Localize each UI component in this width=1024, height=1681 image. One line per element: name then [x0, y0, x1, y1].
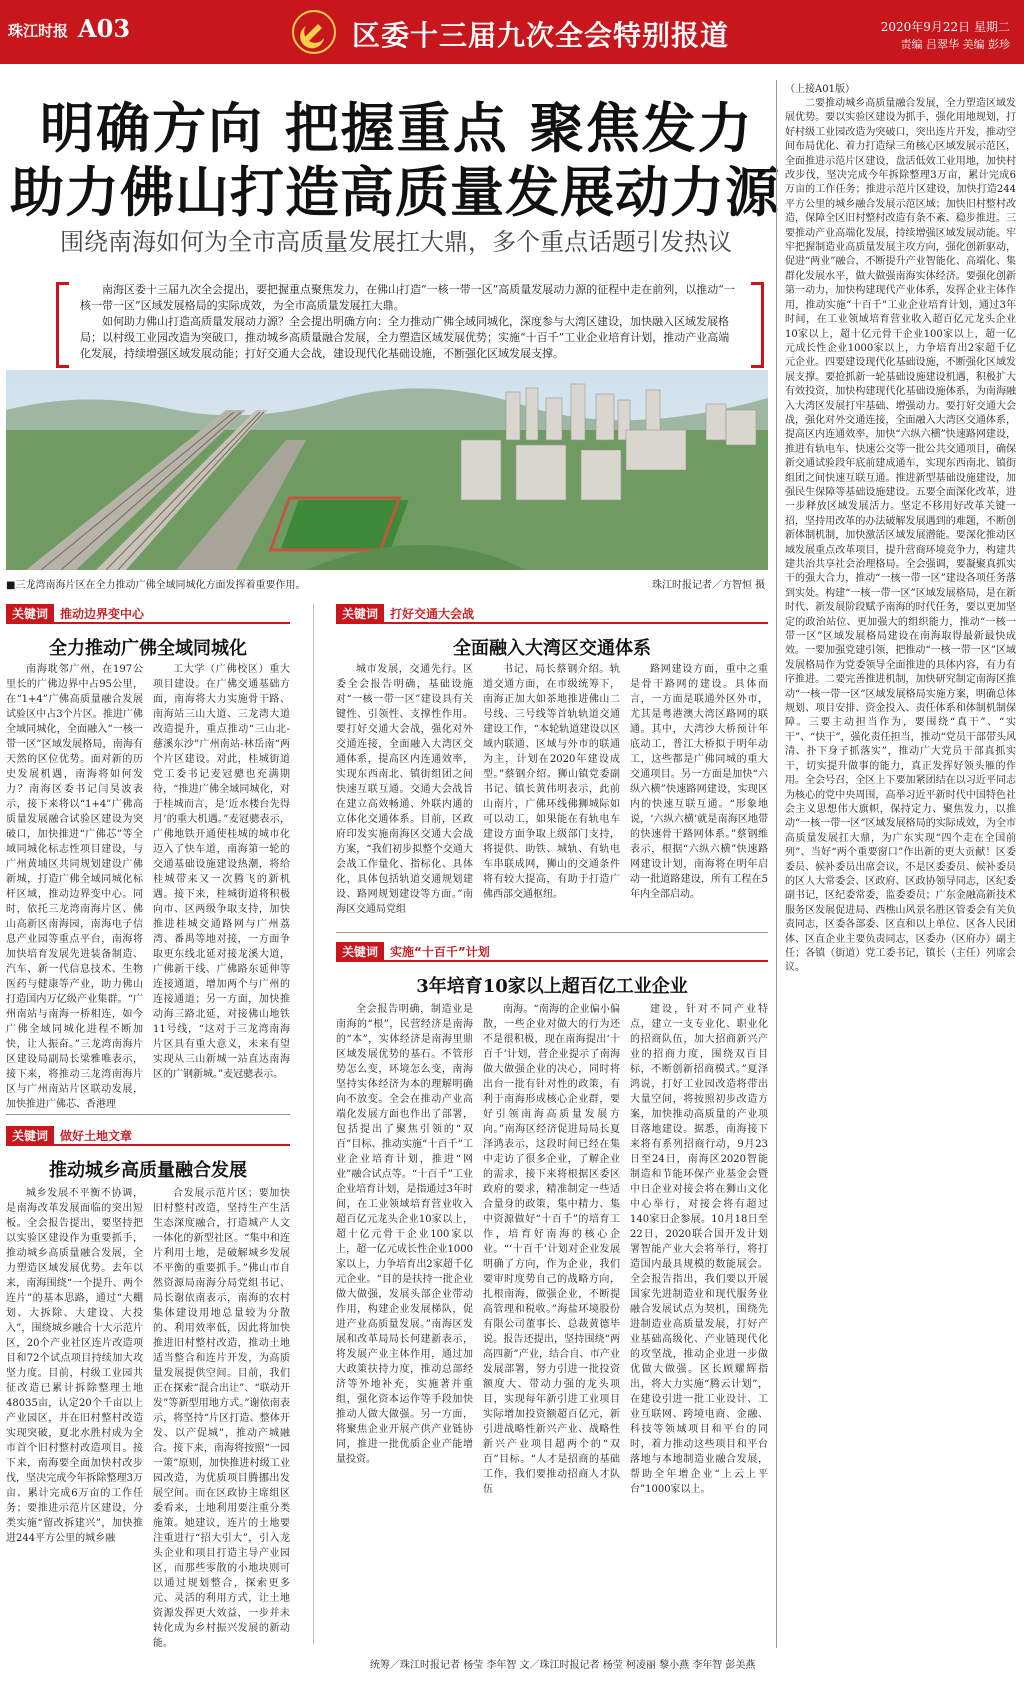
- article-body: [6, 1186, 290, 1649]
- continued-column: [776, 80, 1016, 1648]
- article-column: [336, 662, 473, 924]
- article-column: [336, 1002, 473, 1644]
- article-column: [6, 662, 143, 1110]
- article-column: [483, 662, 620, 924]
- section-title: 区委十三届九次全会特别报道: [352, 19, 730, 52]
- article-text: 全会报告明确，制造业是南海的“根”，民营经济是南海的“本”，实体经济是南海里鼎区域发展优势的基石。不管形势怎么变，环境怎么变，南海坚持实体经济为本的理解明确向不放变。全会在推动产业高端化发展方面也作出了部署，包括提出了聚焦引领的“双百”目标、推动实施“十百千”工业企业培育计划，推进“网业”融合试点等。“十百千”工业企业培育计划，是指通过3年时间，在工业领域培育营业收入超百亿元龙头企业10家以上，超十亿元骨干企业100家以上，超一亿元成长性企业1000家以上，力争培育出2家超千亿元企业。“目的是扶持一批企业做大做强，发展头部企业带动作用，构建企业发展梯队，促进产业高质量发展。”南海区发展和改革局局长何建新表示，将发展产业主体作用，通过加大政策扶持力度，推动总部经济等外地补充，实施著并重组，强化资本运作等手段加快推动人做大做强。另一方面，将聚焦企业开展产供产业链协同，推进一批优质企业产能增量投资。: [336, 1004, 473, 1465]
- article-title: 全力推动广佛全域同城化: [49, 638, 247, 659]
- continued-from-label: （上接A01版）: [785, 84, 855, 95]
- article-text: 工大学（广佛校区）重大项目建设。在广佛交通基础方面，南海将大力实施骨干路、南海站三山大道、三龙湾大道改造提升，重点推动“三山北-慈溪东沙”广州南站-林岳南“两个片区建设。对此，桂城街道党工委书记麦冠骢也充满期待，“推进广佛全域同城化，对于桂城而言，是‘近水楼台先得月’的重大机遇。”麦冠骢表示，广佛地铁开通使桂城的城市化迈入了快车道，南海第一轮的交通基础设施建设热潮，将给桂城带来又一次腾飞的新机遇。接下来，桂城街道将积极向市、区两级争取支持，加快推进桂城交通路网与广州荔湾、番禺等地对接，一方面争取更东线北延对接龙溪大道，广佛新干线、广佛路东延伸等连接通道，增加两个与广州的连接通道；另一方面，加快推动海三路北延，对接佛山地铁11号线，“这对于三龙湾南海片区具有重大意义，未来有望实现从三山新城一站直达南海区的广钢新城。”麦冠骢表示。: [153, 664, 290, 1080]
- paper-name: 珠江时报: [8, 22, 69, 40]
- article-body: [336, 662, 768, 924]
- bracket-left: [56, 282, 69, 368]
- article-title: 3年培育10家以上超百亿工业企业: [416, 976, 688, 997]
- article-text: 南海。“南海的企业偏小偏散，一些企业对做大的行为还不是很积极，现在南海提出‘十百千’计划，营企业提示了南海做大做强企业的决心，同时将出台一批有针对性的政策，有利于南海形成核心企业群，要好引领南海高质量发展方向。”南海区经济促进局局长夏泽鸿表示，这段时间已经在集中走访了很多企业，了解企业的需求，接下来将根据区委区政府的要求，精准制定一些适合量身的政策，集中精力、集中资源做好“十百千”的培育工作，培育好南海的核心企业。“‘十百千’计划对企业发展明确了方向，作为企业，我们要审时度势自己的战略方向，扎根南海，做强企业，不断提高管理和税收。”海盐环境股份有限公司董事长、总裁黄德毕说。报告还提出，坚持围绕“两高四新”产业，结合自、市产业发展部署，努力引进一批投资额度大、带动力强的龙头项目，实现每年新引进工业项目实际增加投资额超百亿元，新引进战略性新兴产业、战略性新兴产业项目超两个的“双百”目标。“人才是招商的基础工作，我们要推动招商人才队伍: [483, 1004, 620, 1495]
- keyword-tag: 关键词: [336, 604, 384, 623]
- continued-text: [785, 97, 1016, 1637]
- keyword-tag: 关键词: [6, 1126, 54, 1145]
- keyword-bar: [336, 942, 768, 962]
- article-column: [630, 662, 768, 924]
- lead-p2: 如何助力佛山打造高质量发展动力源？全会提出明确方向：全力推动广佛全域同城化，深度参与大湾区建设，加快融入区域发展格局；以村级工业园改造为突破口，推动城乡高质量融合发展，全力塑造区域发展优势；实施“十百千”工业企业培育计划，推动产业高端化发展，持续增强区域发展动能；打好交通大会战，建设现代化基础设施，不断强化区域发展支撑。: [80, 315, 730, 360]
- article-column: [153, 1186, 290, 1649]
- subheadline: 围绕南海如何为全市高质量发展扛大鼎，多个重点话题引发热议: [60, 228, 732, 256]
- article-text: 路网建设方面，重中之重是骨干路网的建设。具体而言，一方面是联通外区外市，尤其是粤港澳大湾区路网的联通。其中，大湾沙大桥预计年底动工，普江大桥拟于明年动工，这些都是广佛同城的重大交通项目。另一方面是加快“六纵六横”快速路网建设，实现区内的快速互联互通。“形象地说，‘六纵六横’就是南海区地带的快速骨干路网体系。”蔡钢维表示，根据“六纵六横”快速路网建设计划，南海将在明年启动一批道路建设，所有工程在5年内全部启动。: [630, 664, 768, 900]
- keyword-bar: [336, 604, 768, 624]
- article-title: 推动城乡高质量融合发展: [49, 1160, 247, 1181]
- section-divider: [336, 932, 768, 933]
- column-divider: [313, 604, 314, 1644]
- article-column: [6, 1186, 143, 1646]
- editor-credits: 责编 吕翠华 美编 彭珍: [900, 38, 1010, 51]
- page-number: A03: [78, 14, 131, 43]
- aerial-city-illustration: [6, 370, 768, 570]
- photo-credit: 珠江时报记者／方智恒 摄: [652, 580, 766, 591]
- article-text: 南海耽邻广州，在197公里长的广佛边界中占95公里，在“1+4”广佛高质量融合发展试验区中占3个片区。推进广佛全域同城化，全面融入“一核一带一区”区域发展格局，南海有天然的区位优势。面对新的历史发展机遇，南海将如何发力？南海区委书记闫昊波表示，接下来将以“1+4”广佛高质量发展融合试验区建设为突破口，加快推进“广佛芯”等全域同城化标志性项目建设，与广州黄埔区共同规划建设广佛新城，打造广佛全域同城化标杆区域，推动边界变中心。同时，依托三龙湾南海片区、佛山高新区南海园，南海电子信息产业园等重点平台，南海将加快培育发展先进装备制造、汽车、新一代信息技术、生物医药与健康等产业，助力佛山打造国内万亿级产业集群。“广州南站与南海一桥相连，如今广佛全域同城化进程不断加快，让人振奋。”三龙湾南海片区建设局副局长梁雅唯表示，接下来，将推动三龙湾南海片区与广州南站片区联动发展，加快推进广佛芯、香港理: [6, 664, 143, 1110]
- keyword-text: 推动边界变中心: [60, 607, 145, 621]
- article-column: [630, 1002, 768, 1644]
- headline-line-2: 助力佛山打造高质量发展动力源: [10, 160, 780, 224]
- article-title: 全面融入大湾区交通体系: [453, 638, 651, 659]
- continued-paragraph: 二要推动城乡高质量融合发展，全力塑造区域发展优势。要以实验区建设为抓手，强化用地规划，打好村级工业园改造为突破口，突出连片开发，推动空间布局优化、着力打造绿三角核心区域发展示范区，全面推进示范片区建设，盘活低效工业用地，加快村改步伐，坚决完成今年拆除整理3万亩，累计完成6万亩的工作任务；推进示范片区建设，加快打造244平方公里的城乡融合发展示范区域；加快旧村整村改造，保障全区旧村整村改造有条不紊、稳步推进。三要推动产业高端化发展，持续增强区域发展动能。牢牢把握制造业高质量发展主攻方向，强化创新驱动，促进“两业”融合，不断提升产业智能化、高端化、集群化发展水平，做大做强南海实体经济。要强化创新第一动力，加快构建现代产业体系，发挥企业主体作用，推动实施“十百千”工业企业培育计划，通过3年时间，在工业领域培育营业收入超百亿元龙头企业10家以上，超十亿元骨干企业100家以上，超一亿元成长性企业1000家以上，力争培育出2家超千亿元企业。四要建设现代化基础设施，不断强化区域发展支撑。要抢抓新一轮基础设施建设机遇，积极扩大有效投资，加快构建现代化基础设施体系，为南海融入大湾区发展打牢基础、增强动力。要打好交通大会战，强化对外交通连接，全面融入大湾区交通体系，提高区内连通效率，加快“六纵六横”快速路网建设，推进有轨电车、快速公交等一批公共交通项目，确保新交通试验段年底前建成通车，实现东西南北、镇街组团之间快速互联互通。推进新型基础设施建设，加强民生保障等基础设施建设。五要全面深化改革，进一步释放区域发展活力。坚定不移用好改革关键一招，坚持用改革的办法破解发展遇到的难题，不断创新体制机制，加快激活区域发展潜能。要深化推动区域发展重点改革项目，提升营商环境竞争力，构建共建共治共享社会治理格局。全会强调，要凝聚真抓实干的强大合力，推动“一核一带一区”建设各项任务落到实处。构建“一核一带一区”区域发展格局，是在新时代、新发展阶段赋予南海的时代任务，要以更加坚定的政治站位、更加强大的组织能力，推动“一核一带一区”区域发展格局建设在南海取得最新最快成效。一要加强党建引领，把推动“一核一带一区”区域发展格局作为党委领导全面推进的具体内容，有力有序推进。二要完善推进机制，加快研究制定南海区推动“一核一带一区”区域发展格局实施方案，明确总体规划、项目安排、资金投入、责任体系和体制机制保障。三要主动担当作为，要围绕“真干”、“实干”、“快干”，强化责任担当，推动“党员干部带头风清、扑下身子抓落实”，推动广大党员干部真抓实干，切实提升做事的能力，真正发挥好领头雁的作用。全会号召，全区上下要加紧团结在以习近平同志为核心的党中央周围，高举习近平新时代中国特色社会主义思想伟大旗帜，保持定力、聚焦发力，以推动“一核一带一区”区域发展格局的实际成效，为全市高质量发展扛大鼎，为广东实现“四个走在全国前列”、当好“两个重要窗口”作出新的更大贡献！区委委员、候补委员出席会议，不是区委委员、候补委员的区人大常委会、区政府、区政协领导同志，区纪委副书记，区纪委常委，监委委员；广东金融高新技术服务区发展促进局、西樵山风景名胜区管委会有关负责同志，区委各部委、区直和以上单位、区各人民团体、区直企业主要负责同志，区委办（区府办）副主任；各镇（街道）党工委书记，镇长（主任）列席会议。: [785, 98, 1016, 974]
- article-text: 合发展示范片区；要加快旧村整村改造，坚持生产生活生态深度融合，打造城产人文一体化的新型社区。“集中和连片利用土地，是破解城乡发展不平衡的重要抓手。”佛山市自然资源局南海分局党组书记、局长谢依南表示，南海的农村集体建设用地总量较为分散的、利用效率低，因此将加快推进旧村整村改造，推动土地适当整合和连片开发，为高质量发展提供空间。目前，我们正在探索“混合出让”、“联动开发”等新型用地方式。”谢依南表示，将坚持“片区打造、整体开发、以产促城”，推动产城融合。接下来，南海将按照“一园一策”原则，加快推进村级工业园改造，为优质项目腾挪出发展空间。而在区政协主席组区委看来，土地利用要注重分类施策。她建议，连片的土地要注重进行“招大引大”，引入龙头企业和项目打造主导产业园区，而那些零散的小地块则可以通过规划整合，探索更多元、灵活的利用方式，让土地资源发挥更大效益，一步并未转化成为乡村振兴发展的新动能。: [153, 1188, 290, 1649]
- lead-paragraph: [60, 282, 760, 362]
- keyword-text: 做好土地文章: [60, 1129, 133, 1143]
- footer-credits: 统筹／珠江时报记者 杨莹 李年智 文／珠江时报记者 杨莹 柯凌丽 黎小燕 李年智 彭美燕: [370, 1660, 756, 1671]
- section-divider: [6, 1114, 290, 1115]
- article-text: 城乡发展不平衡不协调，是南海改革发展面临的突出短板。全会报告提出，要坚持把以实验区建设作为重要抓手，推动城乡高质量融合发展，全力塑造区域发展优势。去年以来，南海围绕“一个提升、两个连片”的基本思路，通过“大棚划、大拆除、大建设、大投入”，围绕城乡融合十大示范片区，20个产业社区连片改造项目和72个试点项目持续加大攻坚力度。目前，村级工业园共征改造已累计拆除整理土地48035亩，认定20个千亩以上产业园区，并在旧村整村改造实现突破，夏北水胜村成为全市首个旧村整村改造项目。接下来，南海要全面加快村改步伐，坚决完成今年拆除整理3万亩、累计完成6万亩的工作任务；要推进示范片区建设，分类实施“留改拆建兴”，加快推进244平方公里的城乡融: [6, 1188, 143, 1544]
- issue-date: 2020年9月22日 星期二: [880, 20, 1010, 34]
- aerial-photo: [6, 370, 768, 570]
- keyword-bar: [6, 604, 290, 624]
- headline-line-1: 明确方向 把握重点 聚焦发力: [40, 96, 754, 160]
- article-column: [153, 662, 290, 1102]
- keyword-bar: [6, 1126, 290, 1146]
- keyword-tag: 关键词: [6, 604, 54, 623]
- bracket-right: [751, 282, 764, 368]
- article-text: 建设，针对不同产业特点，建立一支专业化、职业化的招商队伍，加大招商新兴产业的招商力度，围绕双百目标，不断创新招商模式。”夏泽鸿说，打好工业园改造将带出大量空间，将按照初步改造方案，加快推动高质量的产业项目落地建设。据悉，南海接下来将有系列招商行动，9月23日至24日，南海区2020智能制造和节能环保产业基金会暨中日企业对接会将在狮山文化中心举行，对接会将有超过140家日企参展。10月18日至22日，2020联合国开发计划署智能产业大会将举行，将打造国内最具规模的数能展会。全会报告指出，我们要以开展国家先进制造业和现代服务业融合发展试点为契机，围绕先进制造业高质量发展，打好产业基础高级化、产业链现代化的攻坚战，推动企业进一步做优做大做强。区长顾耀辉指出，将大力实施“腾云计划”，在建设引进一批工业设计、工业互联网、跨境电商、金融、科技等领域项目和平台的同时，着力推动这些项目和平台落地与本地制造业融合发展，帮助全年增企业“上云上平台”1000家以上。: [630, 1004, 768, 1495]
- article-text: 书记、局长蔡钢介绍。轨道交通方面，在市级统筹下，南海正加大如茶地推进佛山二号线、三号线等首轨轨道交通建设工作，“本轮轨道建设以区域内联通、区域与外市的联通为主，计划在2020年建设成型。”蔡钢介绍。狮山镇党委副书记、镇长黄伟明表示，此前山南片，广佛环线佛狮城际如可以动工，如果能在有轨电车建设方面争取上级部门支持，将提供、助铁、城轨、有轨电车串联成网，狮山的交通条件将有较大提高，有助于打造广佛西部交通枢纽。: [483, 664, 620, 900]
- masthead: [0, 0, 1024, 64]
- article-body: [6, 662, 290, 1110]
- photo-caption: ■三龙湾南海片区在全力推动广佛全域同城化方面发挥着重要作用。: [6, 580, 306, 591]
- keyword-text: 打好交通大会战: [390, 607, 475, 621]
- keyword-tag: 关键词: [336, 942, 384, 961]
- article-text: 城市发展，交通先行。区委全会报告明确，基础设施对“一核一带一区”建设具有关键性、引领性、支撑性作用。要打好交通大会战，强化对外交通连接，全面融入大湾区交通体系，提高区内连通效率，实现东西南北、镇街组团之间快速互联互通。交通大会战旨在建立高效畅通、外联内通的立体化交通体系。目前，区政府印发实施南海区交通大会战方案，“我们初步拟整个交通大会战工作量化、指标化、具体化，具体包括轨道交通规划建设、路网规划建设等方面。”南海区交通局党组: [336, 664, 473, 915]
- party-emblem-icon: [292, 10, 336, 54]
- lead-p1: 南海区委十三届九次全会提出，要把握重点聚焦发力，在佛山打造“一核一带一区”高质量发展动力源的征程中走在前列，以推动“一核一带一区”区域发展格局的实际成效，为全市高质量发展扛大鼎。: [80, 283, 735, 312]
- keyword-text: 实施“十百千”计划: [390, 945, 490, 959]
- article-body: [336, 1002, 768, 1644]
- article-column: [483, 1002, 620, 1644]
